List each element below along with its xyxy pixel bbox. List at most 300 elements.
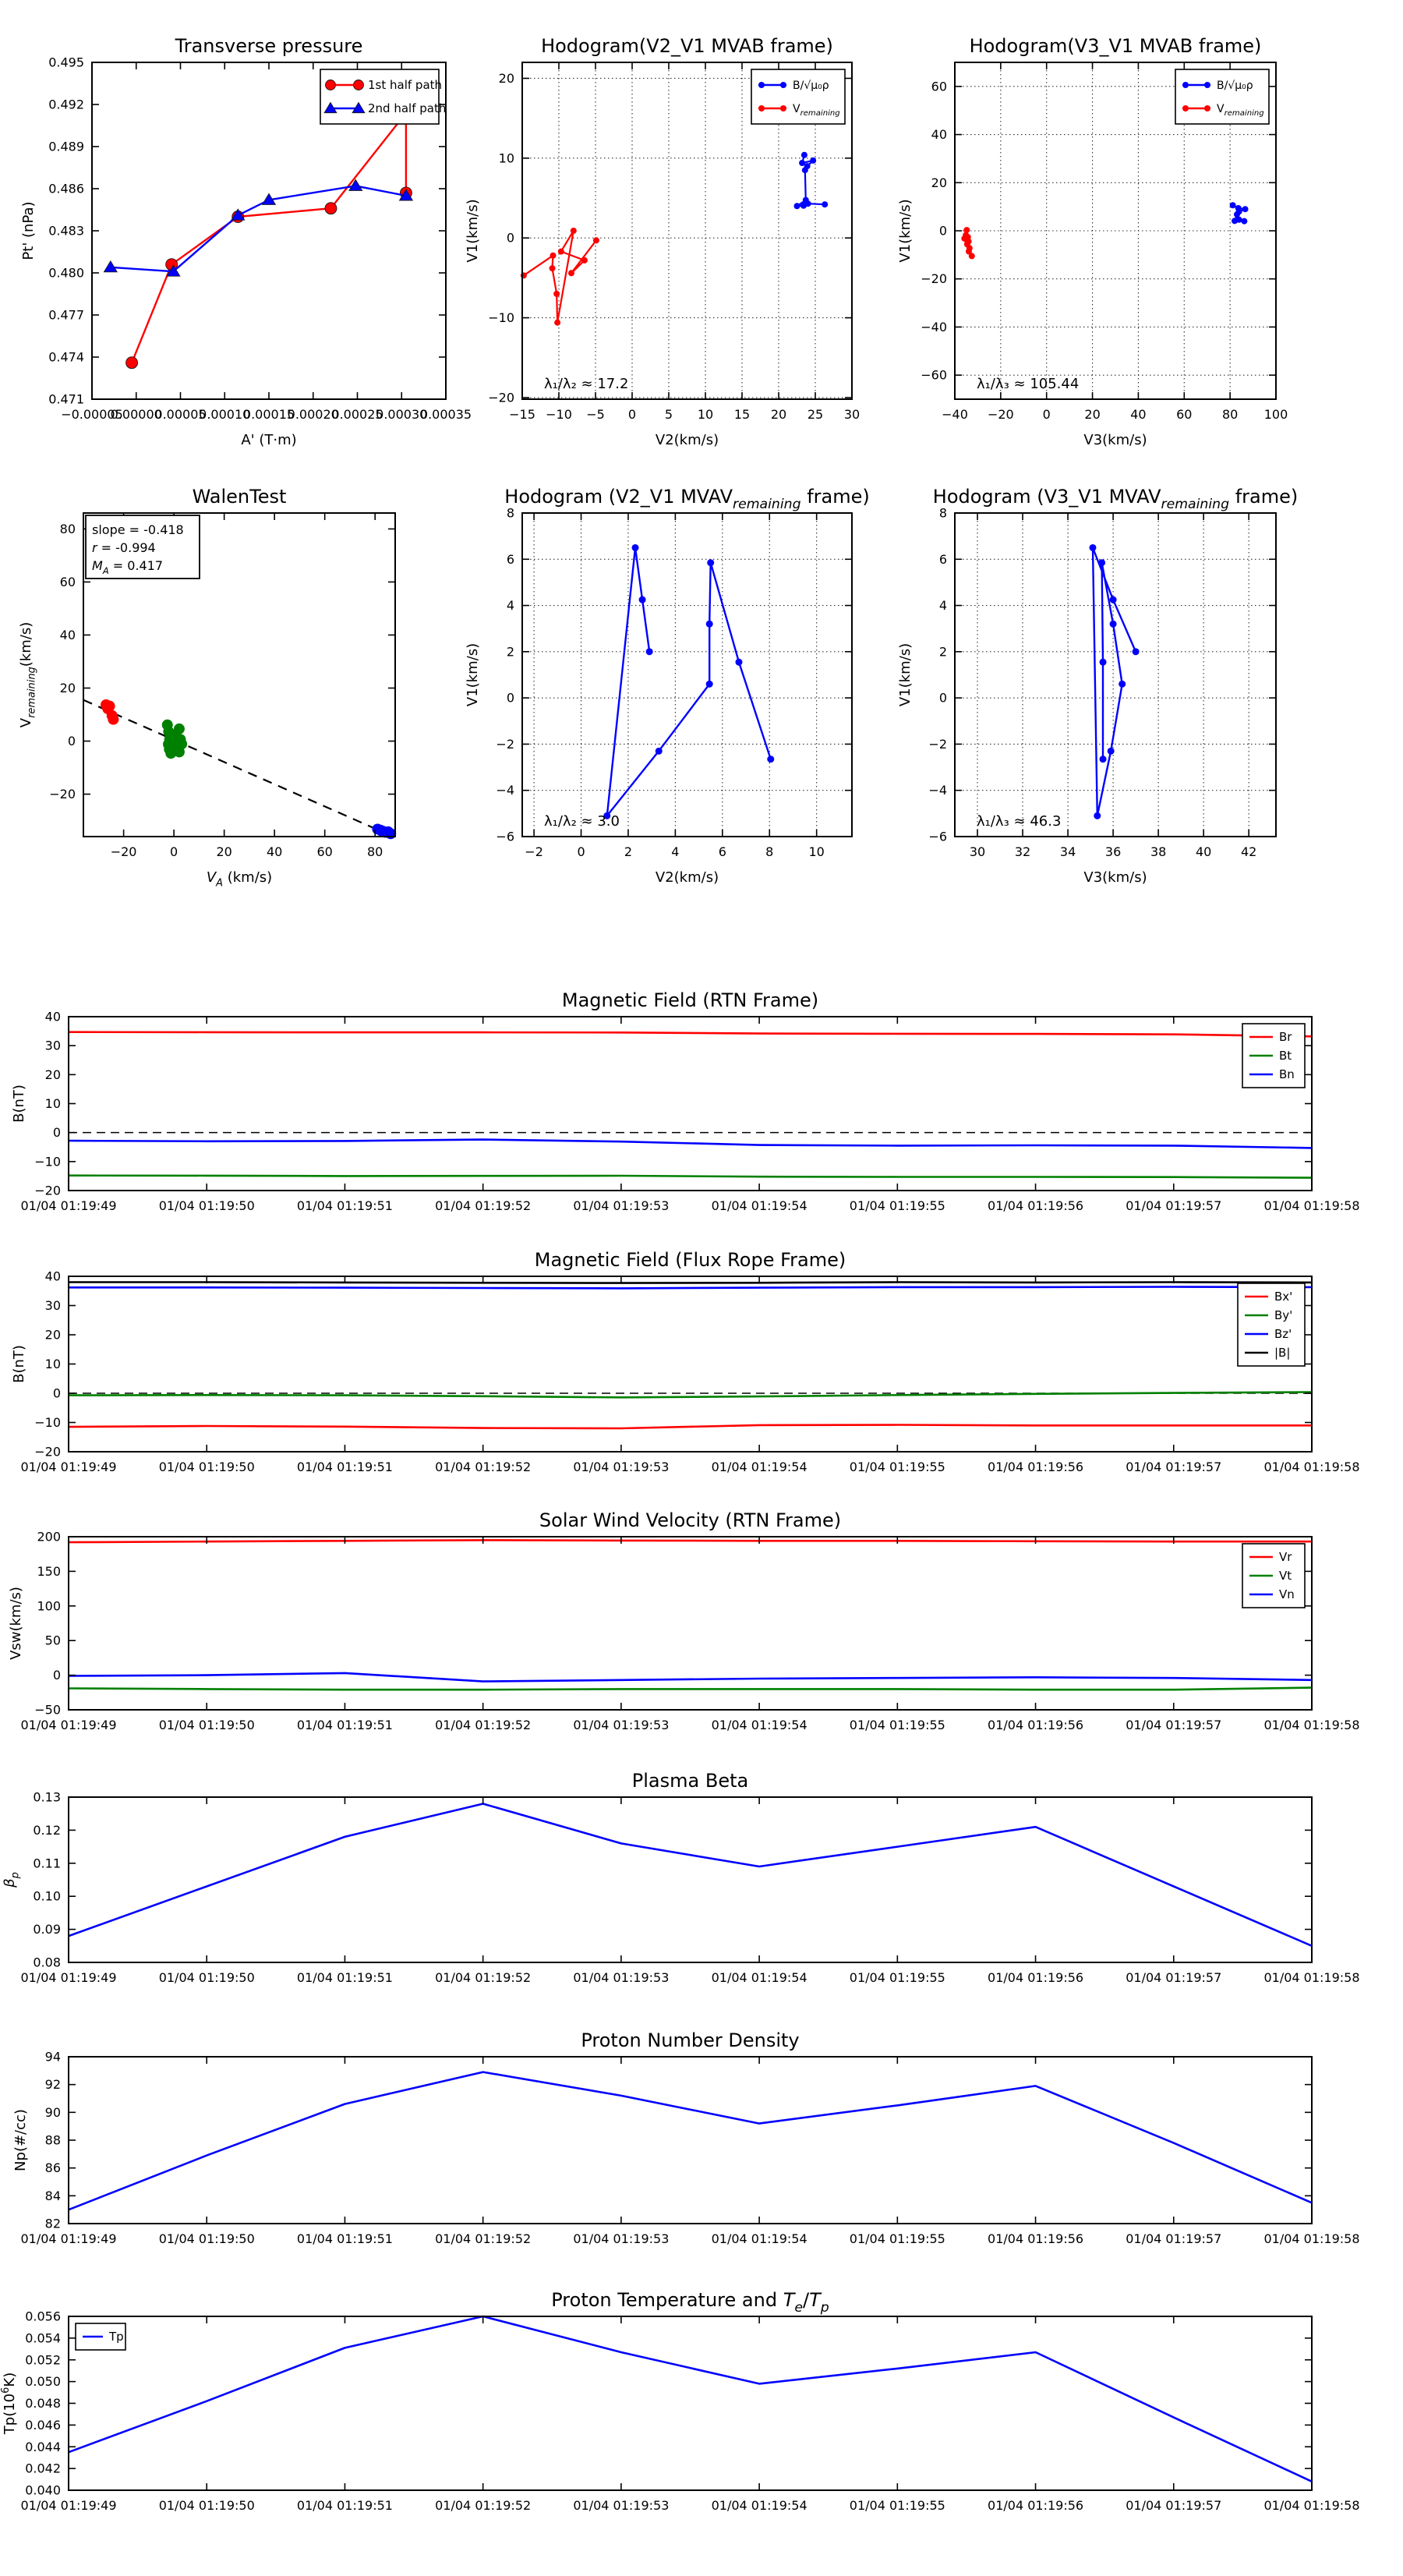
x-tick-label: 40 — [1195, 844, 1212, 859]
series-line — [132, 113, 406, 363]
x-tick-label: 01/04 01:19:50 — [158, 1460, 255, 1474]
y-tick-label: 0.11 — [33, 1856, 61, 1871]
series-line — [69, 2316, 1312, 2482]
y-tick-label: 40 — [931, 127, 947, 143]
x-tick-label: 60 — [1176, 407, 1193, 422]
y-tick-label: 0.495 — [48, 55, 84, 70]
y-tick-label: 0.486 — [48, 181, 84, 196]
x-tick-label: 20 — [770, 407, 787, 422]
x-tick-label: 01/04 01:19:57 — [1126, 1970, 1222, 1985]
x-tick-label: 01/04 01:19:57 — [1126, 1460, 1222, 1474]
y-tick-label: −40 — [921, 319, 947, 334]
x-tick-label: 01/04 01:19:52 — [435, 1970, 532, 1985]
x-tick-label: 10 — [697, 407, 714, 422]
chart-hodogram-v3v1-mvav — [897, 486, 1298, 886]
y-tick-label: 94 — [44, 2049, 61, 2065]
data-point-marker — [1108, 748, 1115, 755]
y-tick-label: 0.477 — [48, 307, 84, 323]
data-point-marker — [707, 559, 714, 566]
x-tick-label: −5 — [586, 407, 605, 422]
chart-proton-density — [12, 2029, 1360, 2246]
y-axis-label: $Tp(10^6K)$ — [0, 2372, 18, 2435]
chart-hodogram-v3v1-mvab — [897, 35, 1288, 448]
data-point-marker — [126, 357, 138, 369]
stats-line: $M_A = 0.417$ — [92, 558, 164, 576]
x-tick-label: 01/04 01:19:57 — [1126, 1718, 1222, 1732]
x-tick-label: 30 — [843, 407, 861, 422]
y-tick-label: 40 — [44, 1009, 61, 1024]
axes-frame — [69, 1797, 1312, 1962]
y-tick-label: 60 — [931, 79, 947, 94]
y-tick-label: −10 — [488, 310, 514, 326]
x-tick-label: 01/04 01:19:49 — [20, 2231, 117, 2246]
chart-hodogram-v2v1-mvab — [465, 35, 860, 448]
y-tick-label: 84 — [44, 2188, 61, 2203]
y-axis-label: $V_{remaining}(km/s)$ — [18, 621, 38, 728]
legend — [751, 69, 845, 124]
y-tick-label: 82 — [44, 2216, 61, 2231]
data-point-marker — [969, 253, 975, 259]
y-tick-label: 88 — [44, 2132, 61, 2148]
chart-plasma-beta — [2, 1770, 1360, 1985]
y-tick-label: −20 — [921, 271, 947, 287]
x-tick-label: 01/04 01:19:51 — [296, 1970, 393, 1985]
x-tick-label: 01/04 01:19:51 — [296, 1718, 393, 1732]
y-axis-label: Pt' (nPa) — [20, 201, 37, 260]
y-tick-label: 40 — [44, 1269, 61, 1284]
x-tick-label: 5 — [664, 407, 673, 422]
x-tick-label: 01/04 01:19:55 — [849, 1718, 945, 1732]
x-tick-label: 15 — [733, 407, 751, 422]
x-tick-label: 32 — [1014, 844, 1031, 859]
chart-transverse-pressure — [20, 35, 472, 448]
series-line — [69, 1176, 1312, 1178]
x-tick-label: 01/04 01:19:54 — [711, 1198, 808, 1213]
y-tick-label: 0.056 — [25, 2309, 61, 2324]
x-tick-label: 01/04 01:19:56 — [988, 1460, 1084, 1474]
series-line — [69, 1804, 1312, 1946]
y-tick-label: 0.046 — [25, 2417, 61, 2433]
y-tick-label: −20 — [34, 1444, 61, 1460]
y-axis-label: V1(km/s) — [465, 642, 481, 707]
data-point-marker — [1119, 681, 1126, 688]
data-point-marker — [767, 755, 774, 763]
y-tick-label: −60 — [921, 367, 947, 383]
y-tick-label: 92 — [44, 2077, 61, 2093]
data-point-marker — [799, 160, 805, 166]
data-point-marker — [174, 746, 185, 757]
x-tick-label: 80 — [367, 844, 383, 859]
series-line — [69, 1140, 1312, 1148]
annotation: λ₁/λ₂ ≈ 17.2 — [544, 376, 629, 392]
x-tick-label: 01/04 01:19:52 — [435, 1198, 532, 1213]
data-point-marker — [780, 82, 786, 88]
x-tick-label: 01/04 01:19:49 — [20, 1460, 117, 1474]
y-tick-label: 0.052 — [25, 2352, 61, 2368]
x-tick-label: 01/04 01:19:55 — [849, 1460, 945, 1474]
x-tick-label: 01/04 01:19:56 — [988, 1718, 1084, 1732]
y-axis-label: B(nT) — [11, 1085, 27, 1123]
x-tick-label: 60 — [316, 844, 333, 859]
data-point-marker — [1133, 648, 1140, 655]
y-tick-label: 6 — [938, 551, 947, 567]
x-tick-label: 01/04 01:19:58 — [1263, 1198, 1360, 1213]
x-tick-label: 01/04 01:19:58 — [1263, 1718, 1360, 1732]
x-tick-label: 01/04 01:19:53 — [573, 2498, 670, 2513]
y-tick-label: 0.054 — [25, 2330, 61, 2346]
legend-label: B/√μ₀ρ — [793, 80, 829, 92]
data-point-marker — [1110, 596, 1117, 603]
data-point-marker — [553, 291, 560, 297]
x-tick-label: 0.00020 — [287, 407, 339, 422]
data-point-marker — [108, 714, 118, 725]
x-tick-label: 01/04 01:19:55 — [849, 1198, 945, 1213]
y-tick-label: 50 — [44, 1633, 61, 1648]
legend — [1175, 69, 1269, 124]
y-tick-label: 10 — [44, 1096, 61, 1111]
legend-label: Bz' — [1274, 1327, 1292, 1341]
y-tick-label: 10 — [44, 1357, 61, 1371]
series-line — [607, 548, 771, 816]
y-tick-label: 0.048 — [25, 2396, 61, 2411]
x-tick-label: 01/04 01:19:55 — [849, 2498, 945, 2513]
legend-label: B/√μ₀ρ — [1217, 80, 1253, 92]
chart-title: Hodogram (V3_V1 $MVAV_{remaining}$ frame) — [932, 486, 1299, 513]
y-tick-label: 8 — [938, 505, 947, 521]
legend-label: 1st half path — [368, 78, 443, 92]
x-tick-label: 100 — [1263, 407, 1288, 422]
x-tick-label: 01/04 01:19:57 — [1126, 2498, 1222, 2513]
x-tick-label: 0.00035 — [419, 407, 472, 422]
x-tick-label: 01/04 01:19:54 — [711, 1460, 808, 1474]
data-point-marker — [1100, 659, 1107, 666]
data-point-marker — [735, 659, 742, 666]
x-tick-label: 0 — [577, 844, 585, 859]
legend — [1242, 1544, 1305, 1608]
data-point-marker — [1100, 755, 1107, 763]
y-tick-label: 4 — [506, 598, 514, 614]
x-axis-label: V2(km/s) — [655, 432, 719, 448]
y-tick-label: 0.474 — [48, 349, 84, 365]
legend — [1238, 1283, 1305, 1366]
axes-frame — [69, 1017, 1312, 1191]
x-axis-label: V3(km/s) — [1083, 432, 1147, 448]
x-tick-label: 01/04 01:19:51 — [296, 1460, 393, 1474]
x-tick-label: 0 — [1042, 407, 1051, 422]
data-point-marker — [780, 105, 786, 111]
y-tick-label: 0.050 — [25, 2374, 61, 2390]
x-tick-label: 01/04 01:19:55 — [849, 2231, 945, 2246]
x-tick-label: 01/04 01:19:51 — [296, 2231, 393, 2246]
data-point-marker — [326, 80, 336, 90]
legend-label: Bt — [1279, 1049, 1292, 1063]
y-tick-label: −10 — [34, 1415, 61, 1430]
axes-frame — [955, 513, 1276, 837]
y-tick-label: 150 — [37, 1563, 61, 1579]
y-tick-label: 20 — [44, 1327, 61, 1343]
data-point-marker — [1241, 218, 1247, 225]
y-tick-label: 0.13 — [33, 1789, 61, 1805]
x-tick-label: 01/04 01:19:50 — [158, 1718, 255, 1732]
y-tick-label: 40 — [59, 627, 76, 642]
x-tick-label: 38 — [1150, 844, 1167, 859]
data-point-marker — [803, 197, 809, 203]
x-tick-label: −2 — [525, 844, 543, 859]
x-tick-label: 01/04 01:19:53 — [573, 1718, 670, 1732]
y-tick-label: 100 — [37, 1598, 61, 1614]
x-tick-label: 01/04 01:19:58 — [1263, 1460, 1360, 1474]
x-tick-label: 8 — [765, 844, 774, 859]
x-axis-label: V2(km/s) — [655, 869, 719, 886]
x-tick-label: 01/04 01:19:56 — [988, 1970, 1084, 1985]
data-point-marker — [354, 80, 364, 90]
y-tick-label: −50 — [34, 1702, 61, 1718]
x-tick-label: 0.00005 — [154, 407, 207, 422]
x-tick-label: −10 — [546, 407, 572, 422]
x-tick-label: 01/04 01:19:50 — [158, 2231, 255, 2246]
data-point-marker — [800, 203, 807, 209]
x-tick-label: 40 — [266, 844, 283, 859]
x-tick-label: 4 — [671, 844, 680, 859]
y-axis-label: V1(km/s) — [897, 642, 914, 707]
y-tick-label: 20 — [498, 70, 514, 86]
x-tick-label: 0.00010 — [199, 407, 251, 422]
x-tick-label: 01/04 01:19:52 — [435, 2498, 532, 2513]
stats-line: r = -0.994 — [92, 540, 156, 555]
chart-title: Magnetic Field (RTN Frame) — [561, 989, 819, 1011]
y-tick-label: −6 — [928, 829, 947, 844]
data-point-marker — [1182, 105, 1189, 111]
y-tick-label: 0.044 — [25, 2439, 61, 2454]
y-tick-label: 0.480 — [48, 265, 84, 281]
x-tick-label: −20 — [110, 844, 137, 859]
y-tick-label: −20 — [49, 787, 76, 802]
chart-title: Proton Temperature and $T_e/T_p$ — [551, 2289, 829, 2316]
chart-hodogram-v2v1-mvav — [465, 486, 870, 886]
chart-title: Hodogram(V3_V1 MVAB frame) — [969, 35, 1262, 57]
data-point-marker — [1242, 206, 1249, 212]
chart-vsw-rtn — [8, 1509, 1360, 1732]
y-tick-label: 0 — [52, 1668, 61, 1683]
chart-mag-rtn — [11, 989, 1360, 1213]
legend-label: Br — [1279, 1030, 1292, 1044]
y-tick-label: 0.09 — [33, 1922, 61, 1937]
legend-label: Bx' — [1274, 1290, 1293, 1304]
data-point-marker — [1204, 82, 1210, 88]
data-point-marker — [325, 203, 337, 214]
x-tick-label: 01/04 01:19:50 — [158, 2498, 255, 2513]
x-tick-label: −15 — [509, 407, 535, 422]
annotation: λ₁/λ₃ ≈ 46.3 — [977, 813, 1062, 830]
data-point-marker — [706, 681, 713, 688]
x-tick-label: 01/04 01:19:50 — [158, 1970, 255, 1985]
y-tick-label: −2 — [496, 736, 514, 752]
y-tick-label: −6 — [496, 829, 514, 844]
y-tick-label: 0.042 — [25, 2461, 61, 2476]
legend — [76, 2323, 125, 2350]
x-tick-label: 01/04 01:19:49 — [20, 1970, 117, 1985]
axes-frame — [69, 2316, 1312, 2490]
y-tick-label: 20 — [44, 1067, 61, 1082]
x-tick-label: 34 — [1059, 844, 1076, 859]
x-axis-label: A' (T·m) — [241, 432, 297, 448]
y-tick-label: −20 — [34, 1183, 61, 1198]
x-tick-label: 01/04 01:19:57 — [1126, 1198, 1222, 1213]
data-point-marker — [1110, 621, 1117, 628]
x-tick-label: 0.00025 — [331, 407, 383, 422]
y-tick-label: −4 — [496, 783, 514, 798]
data-point-marker — [1182, 82, 1189, 88]
y-axis-label: Np(#/cc) — [12, 2109, 29, 2171]
data-point-marker — [1230, 202, 1236, 208]
series-line — [69, 1032, 1312, 1037]
series-line — [69, 2072, 1312, 2210]
series-line — [69, 1287, 1312, 1289]
y-tick-label: 0 — [506, 230, 514, 246]
axes-frame — [69, 2057, 1312, 2224]
y-tick-label: 30 — [44, 1298, 61, 1313]
x-tick-label: 01/04 01:19:52 — [435, 1460, 532, 1474]
x-tick-label: 01/04 01:19:54 — [711, 1970, 808, 1985]
legend-label: $V_{remaining}$ — [793, 103, 840, 119]
legend-label: Vr — [1279, 1550, 1292, 1564]
data-point-marker — [554, 320, 560, 326]
chart-mag-flux-rope — [11, 1249, 1360, 1474]
x-tick-label: 36 — [1104, 844, 1122, 859]
x-tick-label: 0.00015 — [242, 407, 295, 422]
chart-title: Solar Wind Velocity (RTN Frame) — [539, 1509, 842, 1531]
x-tick-label: 01/04 01:19:52 — [435, 1718, 532, 1732]
y-tick-label: −2 — [928, 736, 947, 752]
y-tick-label: −4 — [928, 783, 947, 798]
chart-title: Plasma Beta — [631, 1770, 749, 1792]
legend-label: Tp — [109, 2330, 124, 2344]
data-point-marker — [639, 596, 646, 603]
y-tick-label: 4 — [938, 598, 947, 614]
annotation: λ₁/λ₃ ≈ 105.44 — [977, 376, 1080, 392]
y-tick-label: 20 — [59, 681, 76, 696]
data-point-marker — [104, 701, 115, 712]
series-line — [83, 700, 393, 837]
data-point-marker — [558, 249, 564, 255]
chart-title: Magnetic Field (Flux Rope Frame) — [534, 1249, 846, 1271]
legend-label: $V_{remaining}$ — [1217, 103, 1264, 119]
data-point-marker — [581, 257, 588, 264]
data-point-marker — [822, 201, 828, 207]
x-tick-label: 20 — [216, 844, 232, 859]
chart-title: Transverse pressure — [175, 35, 363, 57]
x-tick-label: −20 — [987, 407, 1014, 422]
data-point-marker — [550, 253, 556, 259]
x-tick-label: 2 — [624, 844, 633, 859]
legend-label: Vn — [1279, 1587, 1295, 1601]
data-point-marker — [1094, 812, 1101, 819]
x-tick-label: 0.00030 — [376, 407, 428, 422]
y-tick-label: 30 — [44, 1038, 61, 1053]
series-line — [69, 1688, 1312, 1690]
x-tick-label: 01/04 01:19:56 — [988, 2231, 1084, 2246]
axes-frame — [522, 513, 852, 837]
x-tick-label: 30 — [969, 844, 986, 859]
x-tick-label: 01/04 01:19:52 — [435, 2231, 532, 2246]
data-point-marker — [810, 157, 816, 164]
x-tick-label: 20 — [1084, 407, 1101, 422]
y-tick-label: 0.040 — [25, 2482, 61, 2498]
data-point-marker — [801, 152, 808, 158]
x-tick-label: −0.00005 — [61, 407, 123, 422]
x-tick-label: 01/04 01:19:53 — [573, 1460, 670, 1474]
y-axis-label: Vsw(km/s) — [8, 1587, 24, 1660]
legend-label: 2nd half path — [368, 101, 447, 115]
x-tick-label: 01/04 01:19:49 — [20, 1718, 117, 1732]
y-axis-label: $\beta_p$ — [2, 1872, 22, 1888]
y-tick-label: −20 — [488, 390, 514, 405]
series-line — [69, 1425, 1312, 1429]
legend-label: Vt — [1279, 1569, 1292, 1583]
data-point-marker — [568, 270, 574, 276]
y-tick-label: 2 — [938, 644, 947, 660]
y-tick-label: 0.08 — [33, 1955, 61, 1970]
data-point-marker — [646, 648, 653, 655]
x-tick-label: 80 — [1221, 407, 1239, 422]
y-tick-label: 80 — [59, 521, 76, 536]
chart-walen-test — [18, 486, 396, 889]
y-tick-label: 90 — [44, 2104, 61, 2120]
x-tick-label: 01/04 01:19:54 — [711, 2231, 808, 2246]
x-tick-label: 01/04 01:19:58 — [1263, 1970, 1360, 1985]
data-point-marker — [1236, 217, 1242, 223]
stats-line: slope = -0.418 — [92, 522, 184, 537]
x-tick-label: 01/04 01:19:50 — [158, 1198, 255, 1213]
series-line — [111, 186, 406, 271]
y-tick-label: 0 — [938, 690, 947, 706]
data-point-marker — [758, 105, 765, 111]
y-tick-label: 0 — [52, 1125, 61, 1141]
stats-box — [86, 515, 200, 579]
y-tick-label: 0 — [938, 223, 947, 239]
x-tick-label: 0 — [627, 407, 637, 422]
y-tick-label: 0 — [67, 734, 76, 749]
annotation: λ₁/λ₂ ≈ 3.0 — [544, 813, 620, 830]
x-tick-label: 01/04 01:19:54 — [711, 2498, 808, 2513]
y-tick-label: 0.492 — [48, 97, 84, 112]
y-tick-label: −10 — [34, 1154, 61, 1169]
axes-frame — [69, 1537, 1312, 1710]
x-tick-label: 0 — [170, 844, 178, 859]
y-axis-label: V1(km/s) — [465, 199, 481, 263]
y-tick-label: 200 — [37, 1529, 61, 1545]
x-tick-label: 01/04 01:19:57 — [1126, 2231, 1222, 2246]
x-tick-label: 01/04 01:19:53 — [573, 1970, 670, 1985]
data-point-marker — [632, 544, 639, 551]
y-tick-label: 0.489 — [48, 139, 84, 154]
y-tick-label: 60 — [59, 574, 76, 589]
x-tick-label: 01/04 01:19:53 — [573, 2231, 670, 2246]
data-point-marker — [1098, 559, 1105, 566]
x-tick-label: 42 — [1241, 844, 1257, 859]
x-tick-label: 40 — [1130, 407, 1147, 422]
x-tick-label: 01/04 01:19:58 — [1263, 2231, 1360, 2246]
data-point-marker — [1204, 105, 1210, 111]
x-axis-label: $V_A$ (km/s) — [206, 869, 273, 890]
series-line — [1093, 548, 1136, 816]
x-tick-label: 01/04 01:19:53 — [573, 1198, 670, 1213]
x-tick-label: 01/04 01:19:51 — [296, 2498, 393, 2513]
y-tick-label: 0 — [506, 690, 514, 706]
x-tick-label: 01/04 01:19:58 — [1263, 2498, 1360, 2513]
legend-label: By' — [1274, 1308, 1293, 1322]
series-line — [69, 1540, 1312, 1542]
